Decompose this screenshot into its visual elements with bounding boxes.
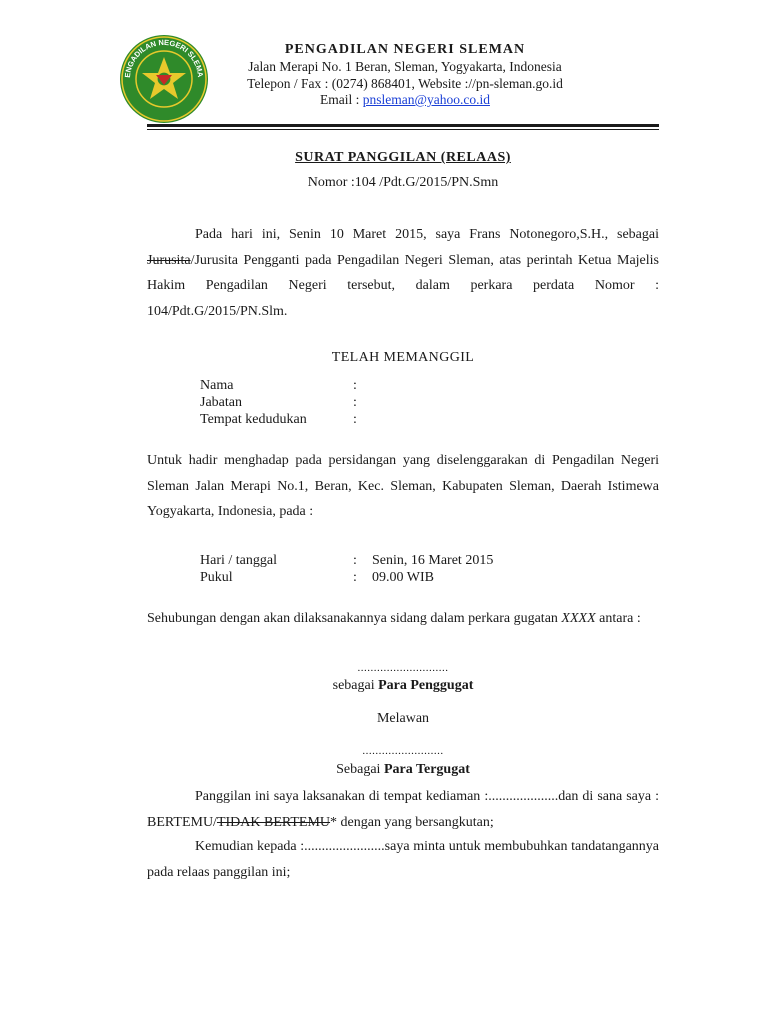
field-kedudukan-colon: : [353, 412, 357, 427]
field-jabatan-colon: : [353, 395, 357, 410]
service-paragraph [147, 784, 659, 835]
field-kedudukan-label: Tempat kedudukan [200, 412, 307, 427]
email-link[interactable]: pnsleman@yahoo.co.id [362, 92, 490, 107]
document-number: Nomor :104 /Pdt.G/2015/PN.Smn [307, 175, 499, 190]
field-nama-colon: : [353, 378, 357, 393]
defendant-dots: ......................... [362, 745, 444, 757]
field-jabatan-label: Jabatan [200, 395, 242, 410]
attendance-paragraph: Untuk hadir menghadap pada persidangan yang diselenggarakan di Pengadilan Negeri Sleman Jalan Merapi No.1, Beran, Kec. Sleman, Kabupaten Sleman, Daerah Istimewa Yogyakarta, Indonesia, pada : [147, 453, 659, 519]
court-address: Jalan Merapi No. 1 Beran, Sleman, Yogyakarta, Indonesia [248, 59, 562, 74]
defendant-role: Para Tergugat [383, 762, 470, 777]
opening-text-2: /Jurusita Pengganti pada Pengadilan Negeri Sleman, atas perintah Ketua Majelis Hakim Pengadilan Negeri tersebut, dalam perkara perdata Nomor : 104/Pdt.G/2015/PN.Slm. [147, 252, 659, 319]
service-text-2: * dengan yang bersangkutan; [330, 814, 494, 830]
case-paragraph [147, 606, 659, 632]
logo-text: ENGADILAN NEGERI SLEMA [122, 37, 206, 79]
schedule-time-colon: : [353, 570, 357, 585]
plaintiff-role: Para Penggugat [378, 678, 474, 693]
case-text-2: antara : [595, 611, 641, 626]
header-rule-thin [147, 129, 659, 130]
plaintiff-dots: ............................ [357, 662, 449, 674]
court-phone-website: Telepon / Fax : (0274) 868401, Website ://pn-sleman.go.id [247, 75, 563, 91]
plaintiff-line [147, 678, 659, 694]
struck-jurusita: Jurusita [147, 252, 191, 268]
letterhead [210, 41, 600, 109]
case-type: XXXX [561, 611, 596, 626]
opening-text-1: Pada hari ini, Senin 10 Maret 2015, saya Frans Notonegoro,S.H., sebagai [195, 227, 659, 242]
struck-tidak-bertemu: TIDAK BERTEMU [216, 814, 331, 830]
email-label: Email : [320, 92, 363, 107]
schedule-day-value: Senin, 16 Maret 2015 [372, 553, 494, 568]
service-text-1: Panggilan ini saya laksanakan di tempat kediaman :....................dan di sana saya : BERTEMU/ [147, 789, 659, 830]
court-name: PENGADILAN NEGERI SLEMAN [284, 42, 526, 57]
case-text-1: Sehubungan dengan akan dilaksanakannya sidang dalam perkara gugatan [147, 611, 562, 626]
closing-paragraph: Kemudian kepada :.......................saya minta untuk membubuhkan tandatangannya pada relaas panggilan ini; [147, 839, 659, 880]
defendant-line [147, 762, 659, 778]
document-title: SURAT PANGGILAN (RELAAS) [295, 150, 511, 165]
court-logo [118, 33, 210, 125]
field-nama-label: Nama [200, 378, 234, 393]
court-email-line [210, 92, 600, 109]
defendant-prefix: Sebagai [336, 762, 384, 777]
plaintiff-prefix: sebagai [332, 678, 379, 693]
court-emblem-icon [118, 33, 210, 125]
header-rule-thick [147, 124, 659, 127]
schedule-day-label: Hari / tanggal [200, 553, 277, 568]
versus-label: Melawan [376, 711, 430, 726]
opening-paragraph [147, 222, 659, 324]
schedule-time-value: 09.00 WIB [372, 570, 434, 585]
schedule-day-colon: : [353, 553, 357, 568]
schedule-time-label: Pukul [200, 570, 233, 585]
called-heading: TELAH MEMANGGIL [331, 350, 475, 365]
